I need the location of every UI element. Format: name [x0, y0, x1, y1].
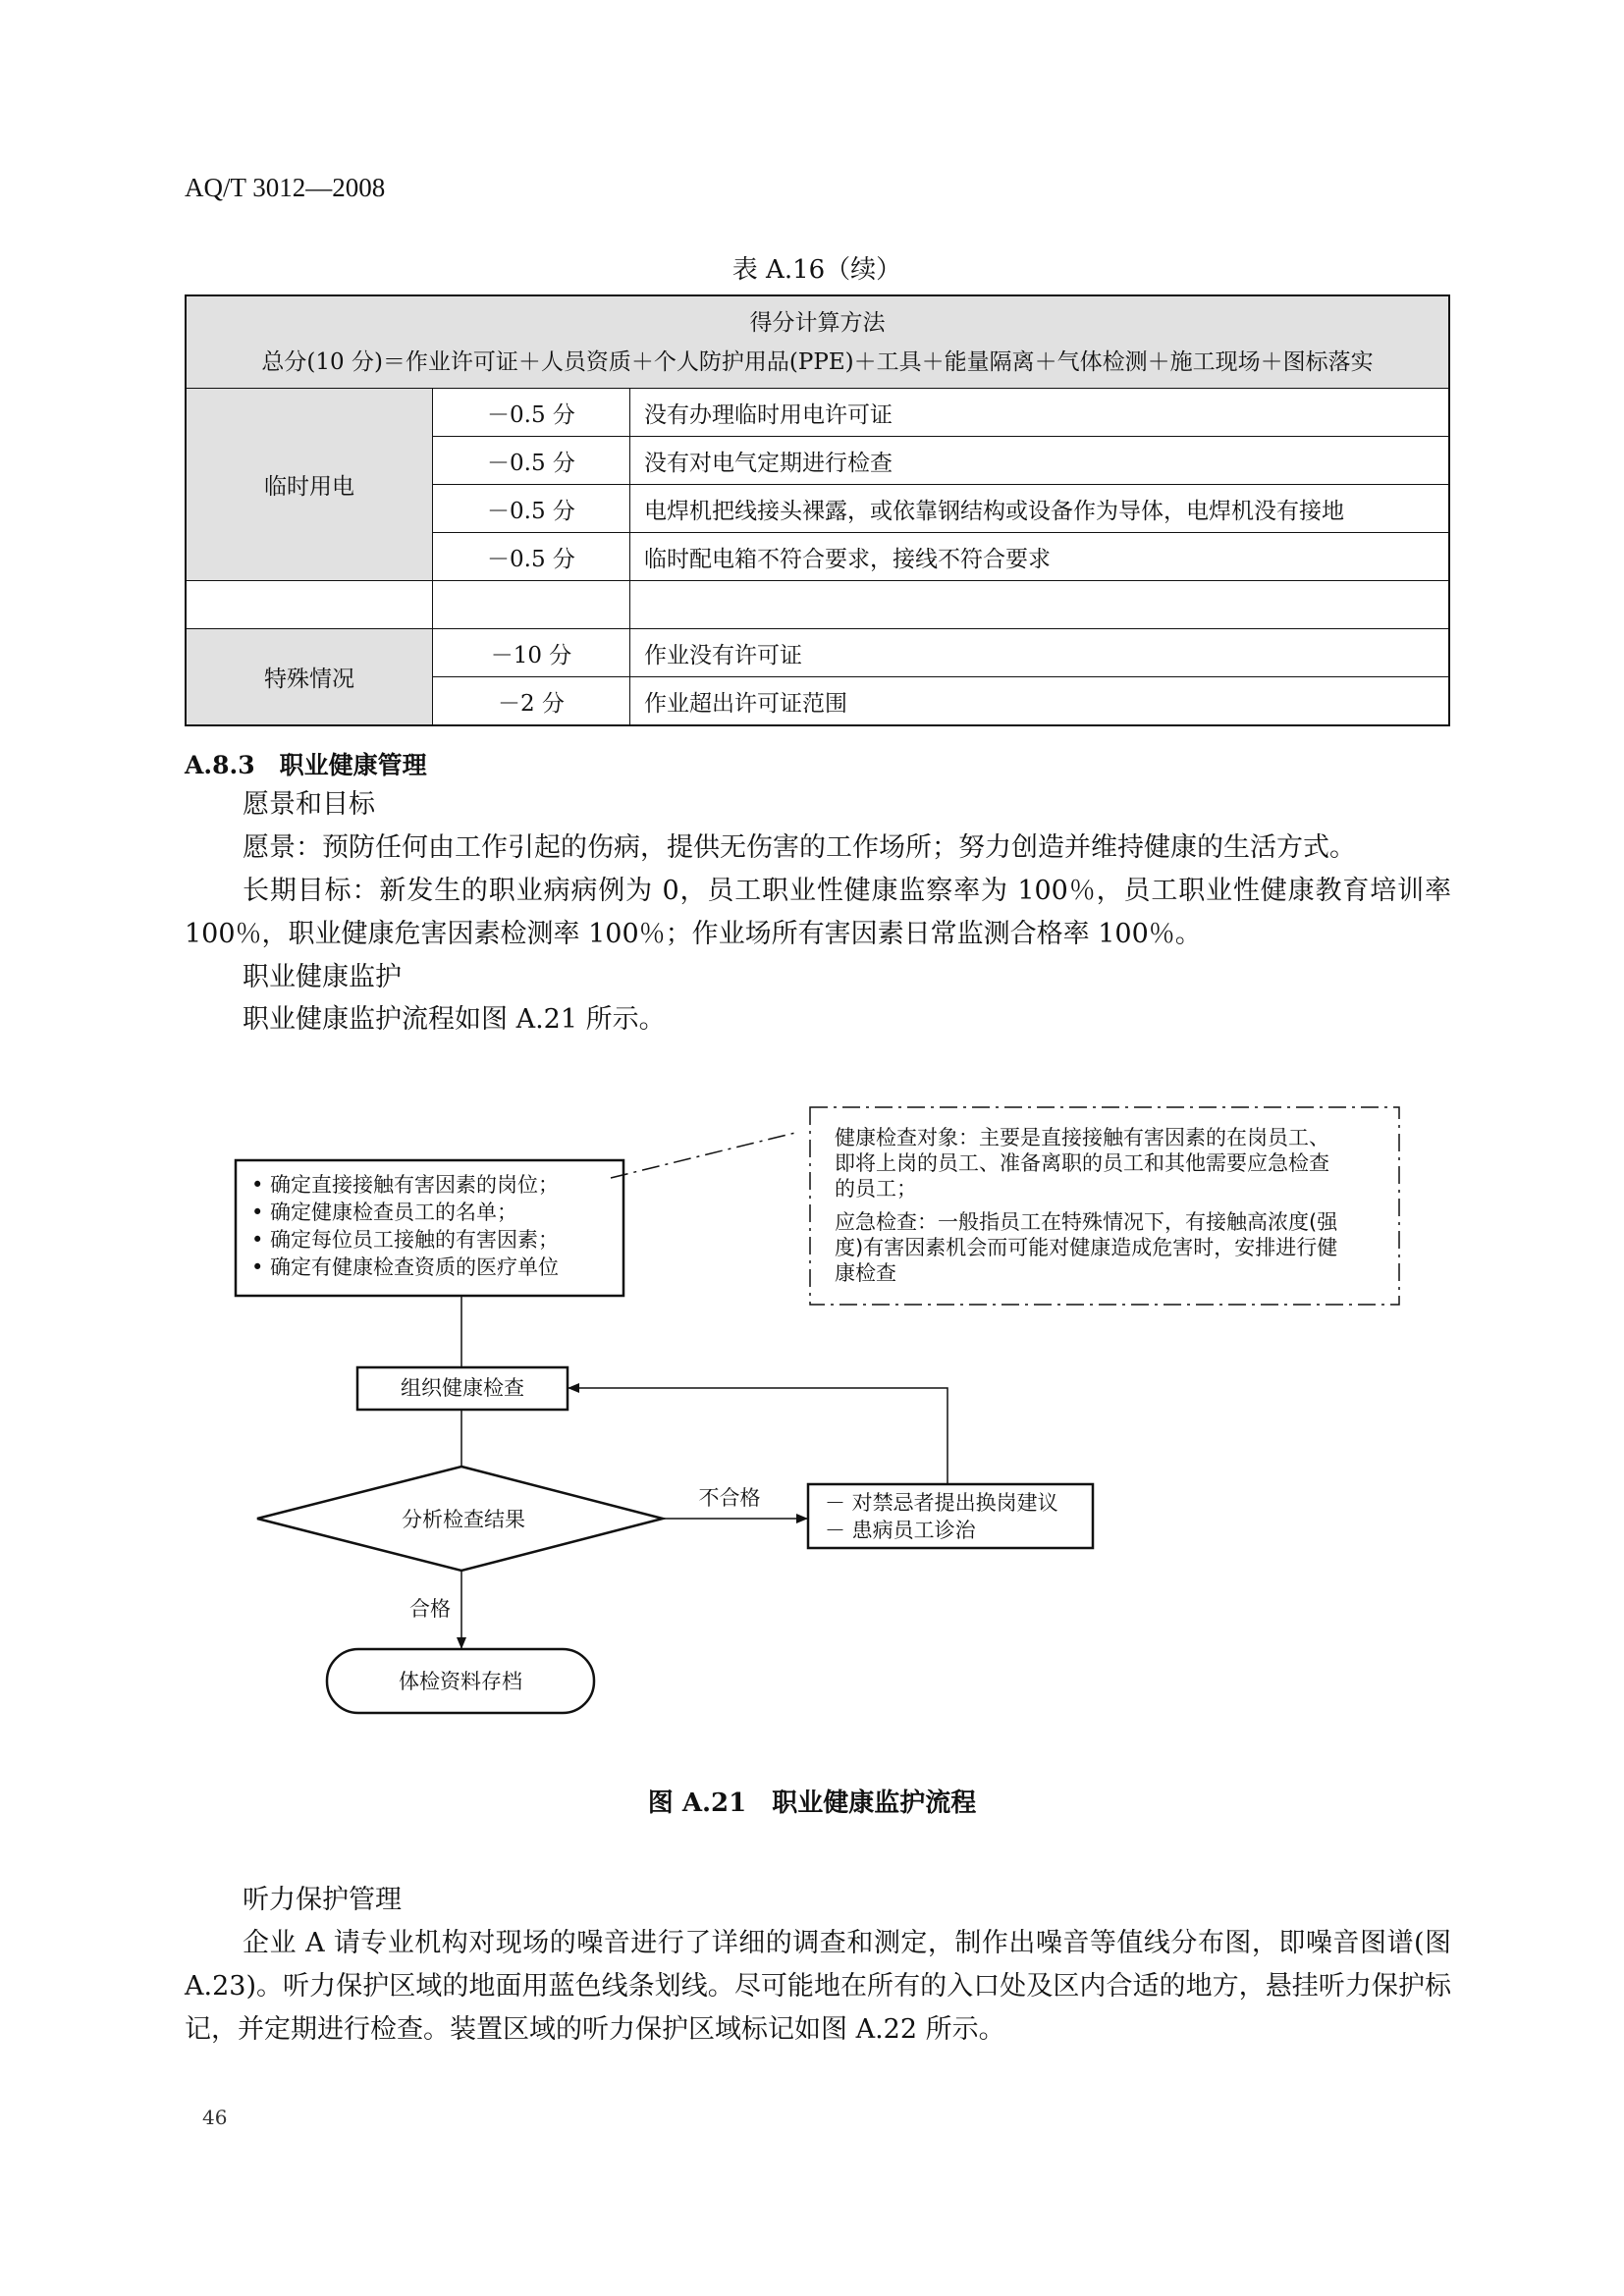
section-number: A.8.3: [185, 751, 255, 779]
note-line: 的员工；: [835, 1177, 917, 1201]
paragraph: 长期目标：新发生的职业病病例为 0，员工职业性健康监察率为 100％，员工职业性健康教育培训率 100％，职业健康危害因素检测率 100％；作业场所有害因素日常监测合格率 100％。: [185, 876, 1451, 949]
score: －2 分: [433, 677, 630, 726]
group-name: 临时用电: [186, 389, 433, 581]
note-line: 应急检查：一般指员工在特殊情况下，有接触高浓度(强: [835, 1210, 1338, 1234]
header-formula: 总分(10 分)＝作业许可证＋人员资质＋个人防护用品(PPE)＋工具＋能量隔离＋气体检测＋施工现场＋图标落实: [261, 348, 1374, 375]
pass-label: 合格: [409, 1597, 451, 1621]
page-number: 46: [202, 2106, 228, 2129]
score: －0.5 分: [433, 437, 630, 485]
score: －10 分: [433, 629, 630, 677]
prep-item: • 确定每位员工接触的有害因素；: [251, 1228, 560, 1252]
paragraph: 愿景：预防任何由工作引起的伤病，提供无伤害的工作场所；努力创造并维持健康的生活方式。: [243, 832, 1356, 863]
archive-label: 体检资料存档: [399, 1670, 522, 1693]
group-name: 特殊情况: [186, 629, 433, 726]
desc: 作业超出许可证范围: [630, 677, 1450, 726]
analyze-label: 分析检查结果: [402, 1508, 525, 1531]
desc: 没有对电气定期进行检查: [630, 437, 1450, 485]
fail-label: 不合格: [698, 1486, 761, 1510]
score: －0.5 分: [433, 533, 630, 581]
note-line: 健康检查对象：主要是直接接触有害因素的在岗员工、: [835, 1126, 1329, 1149]
paragraph: 企业 A 请专业机构对现场的噪音进行了详细的调查和测定，制作出噪音等值线分布图，即噪音图谱(图 A.23)。听力保护区域的地面用蓝色线条划线。尽可能地在所有的入口处及区内合适的地方，悬挂听力保护标记，并定期进行检查。装置区域的听力保护区域标记如图 A.22 所示。: [185, 1928, 1451, 2045]
fail-action: － 对禁忌者提出换岗建议: [825, 1491, 1058, 1515]
note-line: 即将上岗的员工、准备离职的员工和其他需要应急检查: [835, 1151, 1329, 1175]
standard-number: AQ/T 3012—2008: [185, 173, 386, 202]
note-line: 度)有害因素机会而可能对健康造成危害时，安排进行健: [835, 1236, 1338, 1259]
fail-action: － 患病员工诊治: [825, 1519, 976, 1542]
note-line: 康检查: [835, 1261, 896, 1285]
prep-item: • 确定直接接触有害因素的岗位；: [251, 1173, 560, 1197]
callout-line: [611, 1133, 795, 1178]
paragraph: 愿景和目标: [243, 789, 375, 820]
section-title: 职业健康管理: [279, 751, 427, 779]
paragraph: 职业健康监护流程如图 A.21 所示。: [243, 1004, 666, 1035]
desc: 没有办理临时用电许可证: [630, 389, 1450, 437]
desc: 临时配电箱不符合要求，接线不符合要求: [630, 533, 1450, 581]
paragraph: 听力保护管理: [243, 1885, 402, 1915]
desc: 作业没有许可证: [630, 629, 1450, 677]
paragraph: 职业健康监护: [243, 962, 402, 992]
score: －0.5 分: [433, 485, 630, 533]
score: －0.5 分: [433, 389, 630, 437]
figure-caption: 图 A.21 职业健康监护流程: [647, 1789, 977, 1818]
header-title: 得分计算方法: [749, 309, 886, 336]
desc: 电焊机把线接头裸露，或依靠钢结构或设备作为导体，电焊机没有接地: [630, 485, 1450, 533]
table-caption: 表 A.16（续）: [731, 255, 902, 285]
prep-item: • 确定健康检查员工的名单；: [251, 1201, 518, 1224]
organize-label: 组织健康检查: [401, 1376, 524, 1400]
prep-item: • 确定有健康检查资质的医疗单位: [251, 1255, 560, 1279]
